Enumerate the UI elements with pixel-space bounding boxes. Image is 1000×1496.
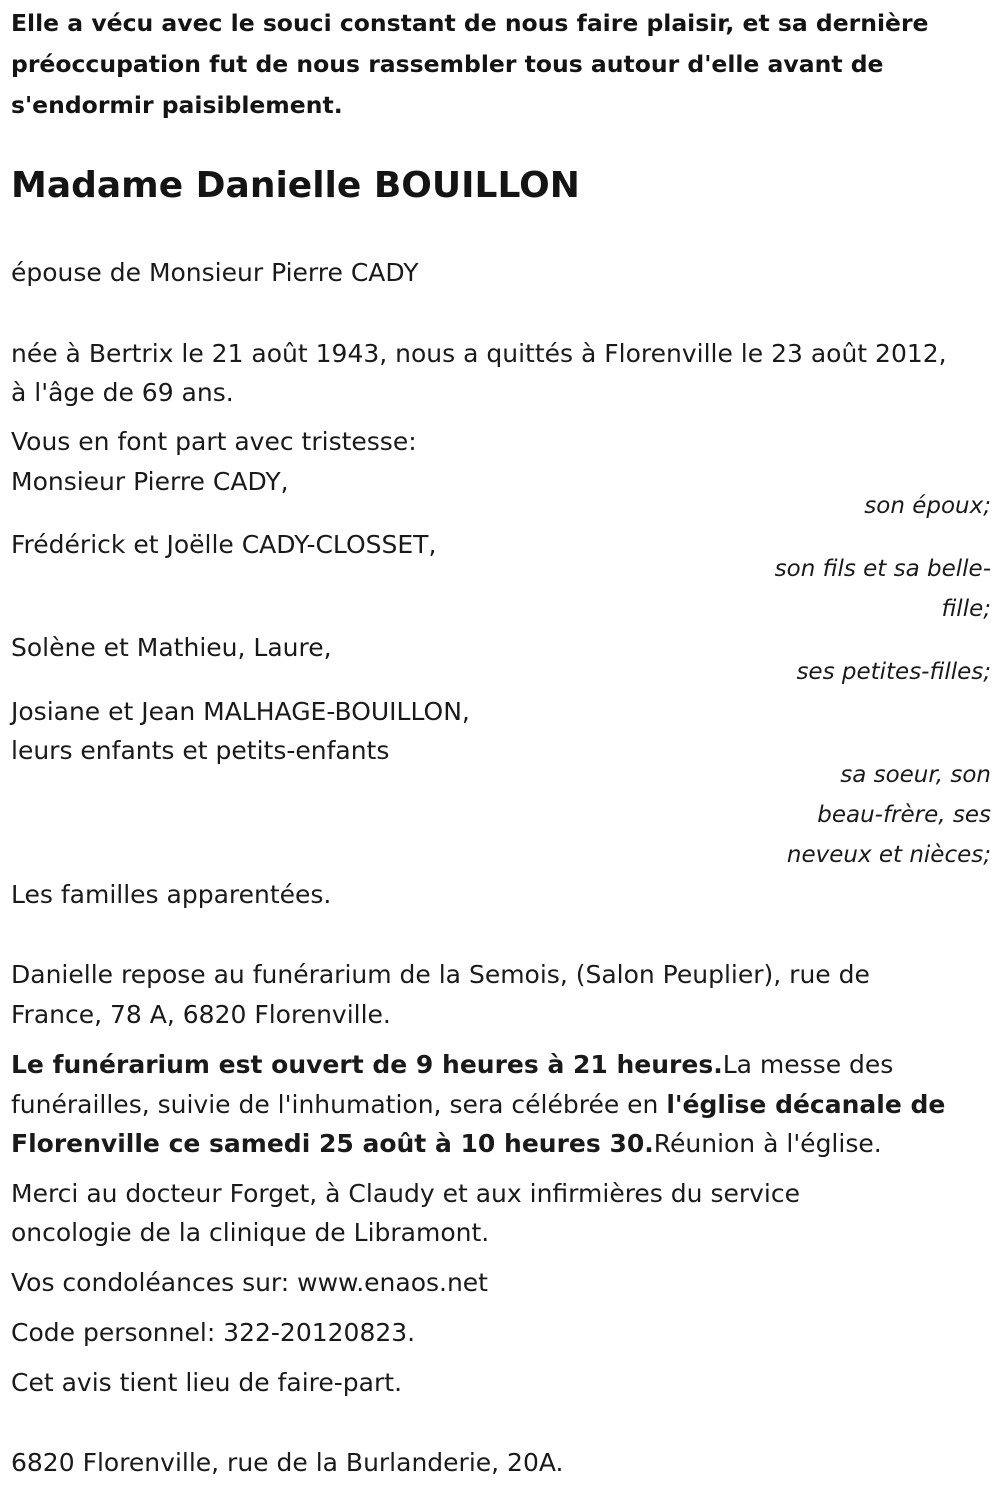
- rest-line-2: France, 78 A, 6820 Florenville.: [11, 1000, 391, 1029]
- code-line: Code personnel: 322-20120823.: [11, 1318, 416, 1347]
- deceased-name: Madame Danielle BOUILLON: [11, 165, 580, 206]
- notice-line: Cet avis tient lieu de faire-part.: [11, 1368, 403, 1397]
- mass-text-1: funérailles, suivie de l'inhumation, sera célébrée en: [11, 1090, 667, 1119]
- family-names-sister-2: leurs enfants et petits-enfants: [11, 736, 390, 765]
- mass-line-1: [11, 1085, 996, 1125]
- family-names-son: Frédérick et Joëlle CADY-CLOSSET,: [11, 530, 437, 559]
- hours-bold: Le funérarium est ouvert de 9 heures à 21 heures.: [11, 1050, 723, 1079]
- epigraph: Elle a vécu avec le souci constant de nous faire plaisir, et sa dernière préoccupation fut de nous rassembler tous autour d'elle avant de s'endormir paisiblement.: [11, 9, 929, 119]
- condolences-link[interactable]: www.enaos.net: [297, 1268, 488, 1297]
- hours-rest: La messe des: [722, 1050, 894, 1079]
- family-names-spouse: Monsieur Pierre CADY,: [11, 467, 289, 496]
- birth-line-1: née à Bertrix le 21 août 1943, nous a quittés à Florenville le 23 août 2012,: [11, 339, 947, 368]
- family-relation-son-2: fille;: [941, 596, 991, 622]
- address-line: 6820 Florenville, rue de la Burlanderie, 20A.: [11, 1448, 564, 1477]
- hours-line: [11, 1045, 996, 1085]
- condolences-line: [11, 1263, 488, 1303]
- families-line: Les familles apparentées.: [11, 880, 332, 909]
- rest-line-1: Danielle repose au funérarium de la Semois, (Salon Peuplier), rue de: [11, 960, 870, 989]
- mass-line-2: [11, 1124, 996, 1164]
- family-names-sister: Josiane et Jean MALHAGE-BOUILLON,: [11, 697, 470, 726]
- family-names-granddaughters: Solène et Mathieu, Laure,: [11, 633, 332, 662]
- announce-line: Vous en font part avec tristesse:: [11, 427, 417, 456]
- family-relation-sister-3: neveux et nièces;: [786, 842, 991, 868]
- birth-line-2: à l'âge de 69 ans.: [11, 378, 234, 407]
- family-relation-spouse: son époux;: [864, 493, 991, 519]
- thanks-line-1: Merci au docteur Forget, à Claudy et aux infirmières du service: [11, 1179, 800, 1208]
- family-relation-son-1: son fils et sa belle-: [774, 556, 991, 582]
- mass-rest: Réunion à l'église.: [653, 1129, 882, 1158]
- condolences-label: Vos condoléances sur:: [11, 1268, 298, 1297]
- family-relation-granddaughters: ses petites-filles;: [796, 659, 991, 685]
- family-relation-sister-1: sa soeur, son: [840, 762, 991, 788]
- spouse-line: épouse de Monsieur Pierre CADY: [11, 258, 419, 287]
- family-relation-sister-2: beau-frère, ses: [817, 802, 991, 828]
- thanks-line-2: oncologie de la clinique de Libramont.: [11, 1218, 490, 1247]
- mass-bold-2: Florenville ce samedi 25 août à 10 heures 30.: [11, 1129, 654, 1158]
- mass-bold-1: l'église décanale de: [666, 1090, 946, 1119]
